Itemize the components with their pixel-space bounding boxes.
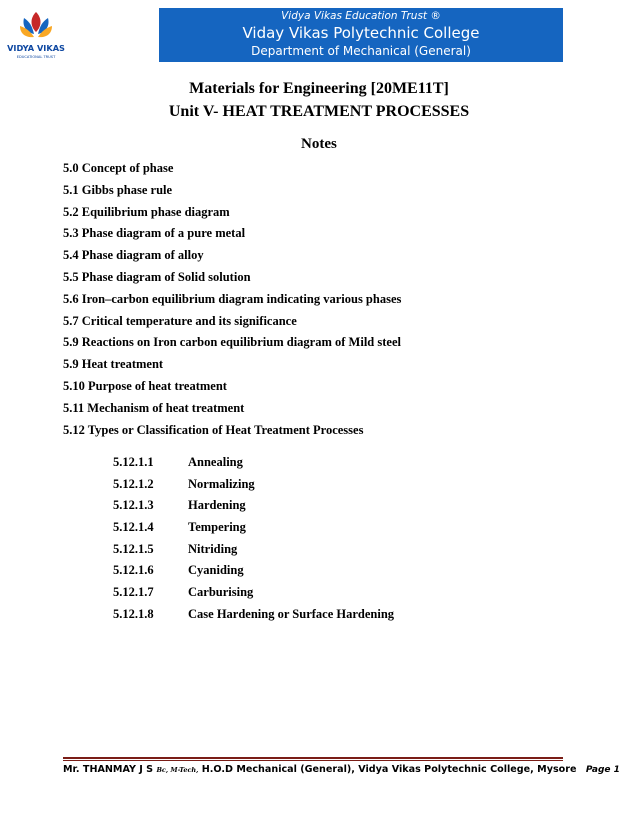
subtopic-label: Cyaniding bbox=[188, 563, 244, 578]
course-title: Materials for Engineering [20ME11T] bbox=[189, 80, 449, 97]
subtopic-number: 5.12.1.1 bbox=[113, 455, 154, 469]
footer-author: Mr. THANMAY J S bbox=[63, 764, 154, 775]
toc-item: 5.9 Reactions on Iron carbon equilibrium diagram of Mild steel bbox=[63, 335, 401, 350]
subtopic-number: 5.12.1.4 bbox=[113, 520, 154, 535]
subtopic-item bbox=[113, 582, 553, 604]
subtopic-label: Annealing bbox=[188, 455, 243, 469]
college-banner bbox=[159, 8, 563, 62]
toc-item: 5.2 Equilibrium phase diagram bbox=[63, 204, 230, 219]
subtopic-number: 5.12.1.7 bbox=[113, 585, 154, 600]
subtopic-label: Nitriding bbox=[188, 541, 238, 556]
subtopic-number: 5.12.1.6 bbox=[113, 563, 154, 578]
department-name: Department of Mechanical (General) bbox=[251, 44, 471, 58]
logo-subtext: EDUCATIONAL TRUST bbox=[16, 55, 56, 59]
toc-item: 5.4 Phase diagram of alloy bbox=[63, 248, 204, 263]
toc-item: 5.9 Heat treatment bbox=[63, 357, 164, 372]
subtopic-number: 5.12.1.2 bbox=[113, 476, 154, 491]
page-number: Page 1 bbox=[585, 765, 620, 775]
subtopic-number: 5.12.1.5 bbox=[113, 541, 154, 556]
table-of-contents bbox=[63, 158, 583, 441]
toc-item: 5.11 Mechanism of heat treatment bbox=[63, 400, 245, 415]
toc-item: 5.7 Critical temperature and its significance bbox=[63, 313, 297, 328]
unit-title: Unit V- HEAT TREATMENT PROCESSES bbox=[168, 103, 470, 120]
toc-item: 5.1 Gibbs phase rule bbox=[63, 182, 173, 197]
subtopic-number: 5.12.1.3 bbox=[113, 498, 154, 513]
college-logo-icon bbox=[6, 10, 66, 62]
subtopic-label: Normalizing bbox=[188, 476, 255, 491]
subtopic-label: Hardening bbox=[188, 498, 246, 513]
subtopic-item bbox=[113, 517, 553, 539]
toc-item: 5.5 Phase diagram of Solid solution bbox=[63, 269, 251, 284]
toc-item: 5.0 Concept of phase bbox=[63, 161, 174, 175]
subtopic-label: Tempering bbox=[188, 520, 246, 535]
subtopic-item bbox=[113, 495, 553, 517]
page-footer bbox=[63, 764, 620, 775]
subtopic-number: 5.12.1.8 bbox=[113, 606, 154, 621]
notes-heading: Notes bbox=[301, 136, 337, 152]
footer-qualification: Bc, M-Tech, bbox=[156, 766, 199, 774]
logo-text: VIDYA VIKAS bbox=[7, 43, 65, 53]
page-header bbox=[0, 0, 638, 64]
subtopic-item bbox=[113, 560, 553, 582]
college-name: Viday Vikas Polytechnic College bbox=[242, 24, 480, 42]
footer-divider-thin bbox=[63, 760, 563, 761]
subtopic-item bbox=[113, 604, 553, 626]
toc-item: 5.10 Purpose of heat treatment bbox=[63, 378, 227, 393]
subtopic-item bbox=[113, 539, 553, 561]
heat-treatment-subtopics bbox=[113, 452, 553, 626]
toc-item: 5.6 Iron–carbon equilibrium diagram indicating various phases bbox=[63, 291, 402, 306]
toc-item: 5.3 Phase diagram of a pure metal bbox=[63, 226, 246, 241]
subtopic-label: Carburising bbox=[188, 585, 254, 600]
trust-name: Vidya Vikas Education Trust ® bbox=[281, 10, 441, 22]
toc-item: 5.12 Types or Classification of Heat Treatment Processes bbox=[63, 422, 364, 437]
subtopic-label: Case Hardening or Surface Hardening bbox=[188, 606, 395, 621]
subtopic-item bbox=[113, 452, 553, 474]
footer-designation: H.O.D Mechanical (General), Vidya Vikas Polytechnic College, Mysore bbox=[201, 764, 577, 775]
subtopic-item bbox=[113, 474, 553, 496]
footer-divider bbox=[63, 757, 563, 759]
